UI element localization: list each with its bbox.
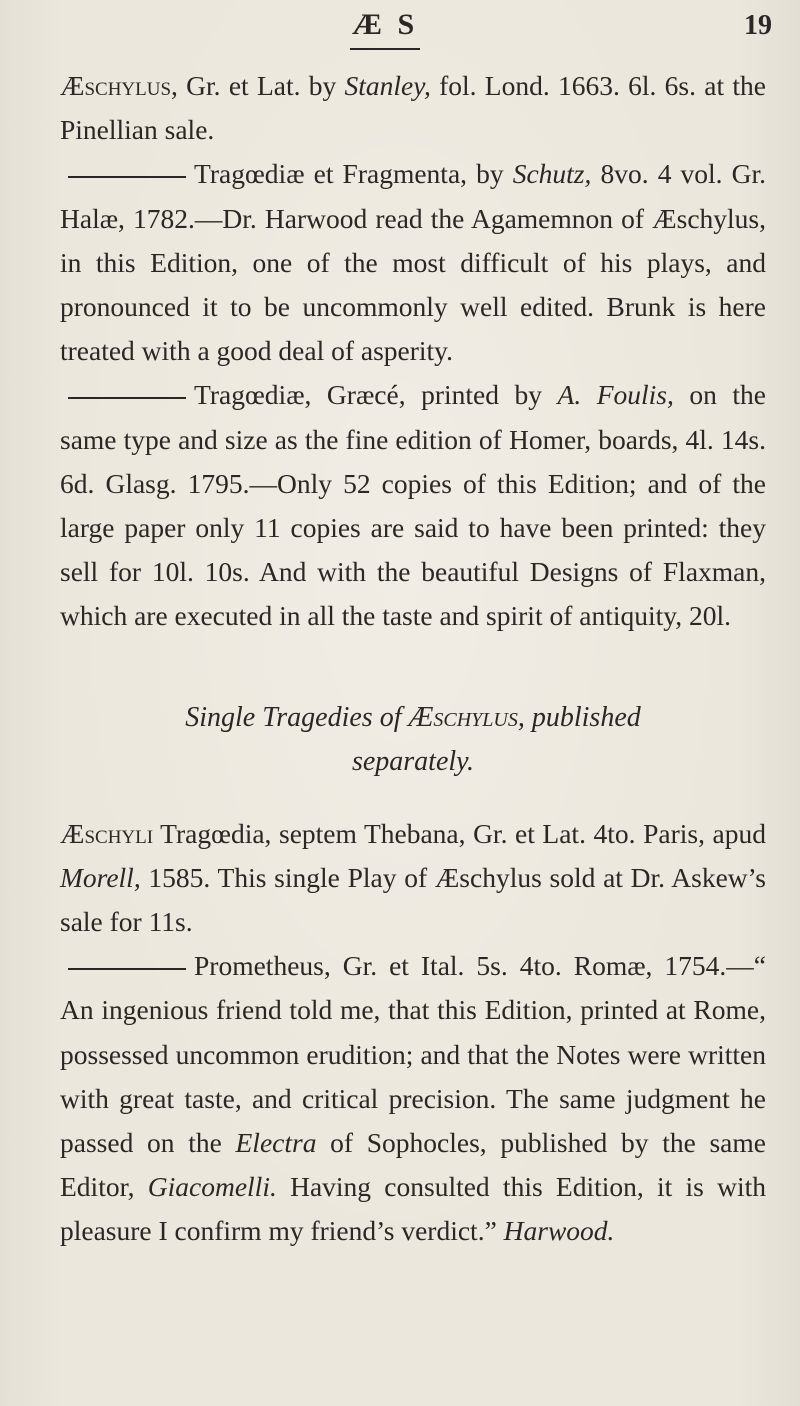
entry-tail: of Sophocles, published by the same Editor, [60, 1127, 766, 1203]
signature-mark: Æ S [352, 8, 419, 41]
entry-italic: Stanley, [344, 70, 431, 101]
heading-pre: Single Tragedies of [185, 701, 409, 733]
entry-italic: Electra [235, 1127, 317, 1159]
entry-text: Tragœdiæ, Græcé, printed by [194, 379, 558, 411]
entry-text: Gr. et Lat. by [177, 70, 345, 101]
entry-text: Tragœdia, septem Thebana, Gr. et Lat. 4to. Paris, apud [153, 817, 766, 849]
section-heading [60, 696, 766, 784]
entry-tail: 8vo. 4 vol. Gr. Halæ, 1782.—Dr. Harwood read the Agamemnon of Æschylus, in this Edition, one of the most difficult of his plays, and pronounced it to be uncommonly well edited. Brunk is here treated with a good deal of asperity. [60, 158, 766, 367]
entry-italic: A. Foulis, [557, 379, 674, 411]
ditto-dash [68, 397, 186, 399]
entry-italic-editor: Giacomelli. [147, 1171, 277, 1203]
page-header [0, 4, 800, 54]
entry-attribution: Harwood. [503, 1215, 615, 1247]
entry-schutz [60, 152, 766, 373]
entry-tail: on the same type and size as the fine edition of Homer, boards, 4l. 14s. 6d. Glasg. 1795.—Only 52 copies of this Edition; and of the large paper only 11 copies are said to have been printed: they sell for 10l. 10s. And with the beautiful Designs of Flaxman, which are executed in all the taste and spirit of antiquity, 20l. [60, 379, 766, 632]
body-text [60, 64, 766, 1254]
ditto-dash [68, 176, 186, 178]
entry-tail: 1585. This single Play of Æschylus sold at Dr. Askew’s sale for 11s. [60, 861, 766, 938]
entry-septem [60, 812, 766, 945]
heading-line2: separately. [351, 745, 475, 777]
heading-post: published [524, 701, 641, 733]
entry-stanley [60, 64, 766, 152]
entry-italic: Schutz, [512, 158, 592, 190]
entry-text: Prometheus, Gr. et Ital. 5s. 4to. Romæ, 1754.—“ An ingenious friend told me, that this Edition, printed at Rome, possessed uncommon erudition; and that the Notes were written with great taste, and critical precision. The same judgment he passed on the [60, 950, 766, 1159]
ditto-dash [68, 968, 186, 970]
heading-name: Æschylus, [408, 701, 525, 733]
page-number: 19 [744, 10, 772, 41]
entry-lead: Æschyli [60, 817, 154, 849]
signature-rule [350, 48, 420, 50]
entry-lead: Æschylus, [60, 70, 178, 101]
entry-italic: Morell, [60, 861, 141, 893]
entry-tail: fol. Lond. 1663. 6l. 6s. at the Pinellian sale. [60, 70, 766, 146]
entry-prometheus [60, 944, 766, 1253]
entry-text: Tragœdiæ et Fragmenta, by [194, 158, 513, 190]
entry-foulis [60, 373, 766, 638]
entry-tail-2: Having consulted this Edition, it is with pleasure I confirm my friend’s verdict.” [60, 1171, 766, 1247]
